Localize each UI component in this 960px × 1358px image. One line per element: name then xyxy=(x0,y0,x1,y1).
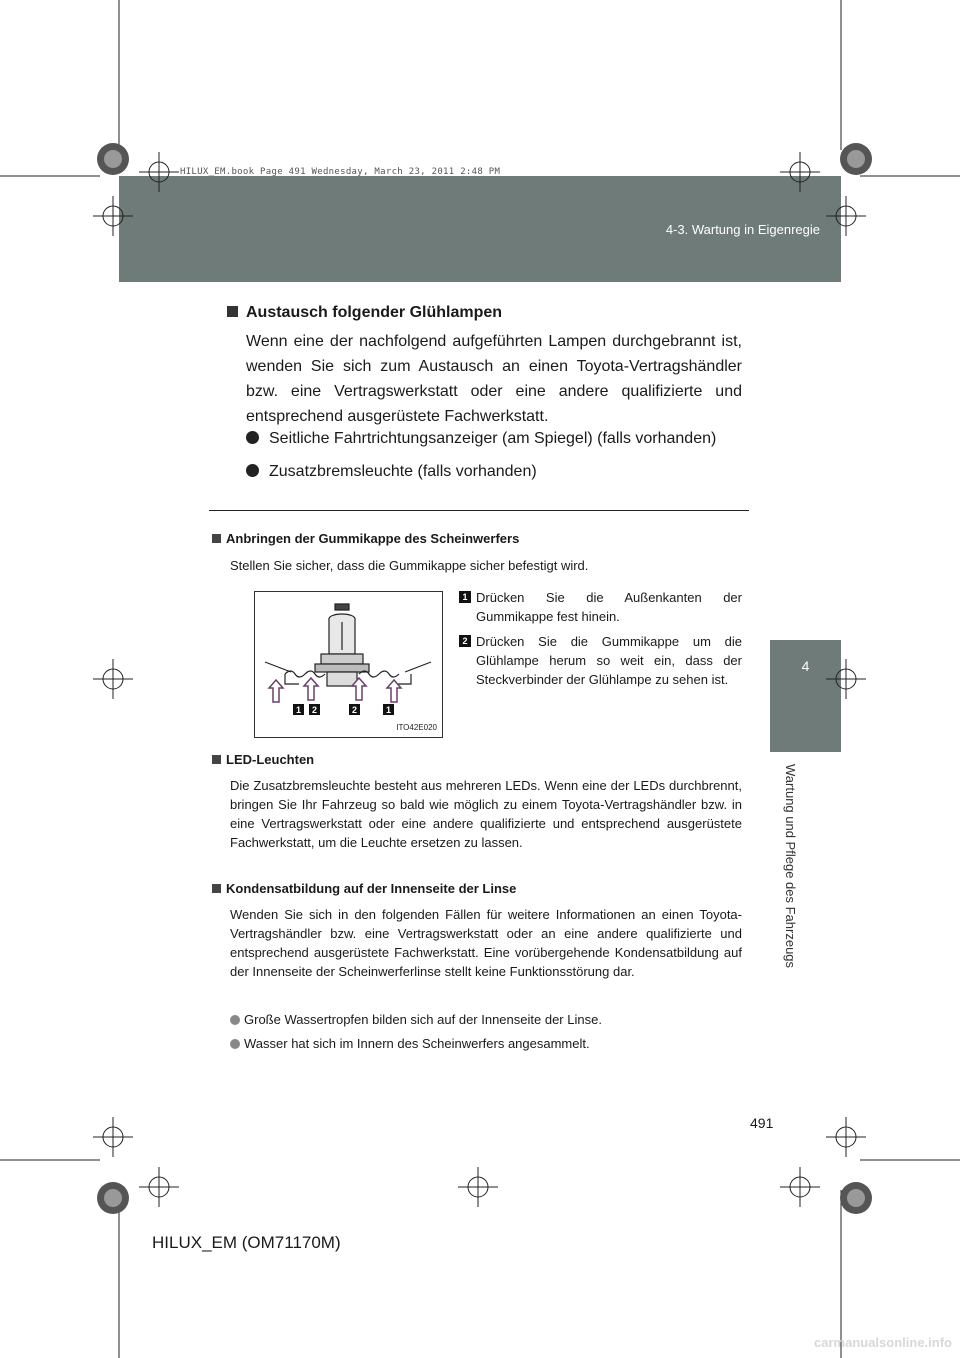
watermark: carmanualsonline.info xyxy=(814,1335,952,1350)
arrow-up-icon xyxy=(387,680,401,702)
replacement-item: Zusatzbremsleuchte (falls vorhanden) xyxy=(246,463,537,481)
square-bullet-icon xyxy=(212,884,221,893)
section-header: 4-3. Wartung in Eigenregie xyxy=(665,222,820,237)
step-2 xyxy=(459,632,742,689)
step-text: Drücken Sie die Außenkanten der Gummikappe fest hinein. xyxy=(476,590,742,624)
rubber-cap-body: Stellen Sie sicher, dass die Gummikappe sicher befestigt wird. xyxy=(230,558,589,573)
bulb-illustration xyxy=(265,604,431,686)
step-number: 2 xyxy=(459,635,471,647)
step-number: 1 xyxy=(459,591,471,603)
headlamp-bulb-figure xyxy=(254,591,443,738)
step-text: Drücken Sie die Gummikappe um die Glühlampe herum so weit ein, dass der Steckverbinder der Glühlampe zu sehen ist. xyxy=(476,634,742,687)
square-bullet-icon xyxy=(212,755,221,764)
section-divider xyxy=(209,510,749,511)
footer-model: HILUX_EM (OM71170M) xyxy=(152,1233,341,1252)
figure-callouts xyxy=(293,704,394,715)
bullet-dot-icon xyxy=(246,464,259,477)
callout-1: 1 xyxy=(295,705,302,715)
step-1 xyxy=(459,588,742,626)
bullet-dot-icon xyxy=(230,1015,240,1025)
replacement-body: Wenn eine der nachfolgend aufgeführten Lampen durchgebrannt ist, wenden Sie sich zum Austausch an einen Toyota-Vertragshändler bzw. eine Vertragswerkstatt oder eine andere qualifizierte und entsprechend ausgerüstete Fachwerkstatt. xyxy=(246,333,742,425)
condensation-item: Große Wassertropfen bilden sich auf der Innenseite der Linse. xyxy=(230,1010,742,1029)
arrow-up-icon xyxy=(304,678,318,700)
condensation-item: Wasser hat sich im Innern des Scheinwerfers angesammelt. xyxy=(230,1034,742,1053)
chapter-number: 4 xyxy=(801,658,810,674)
replacement-item: Seitliche Fahrtrichtungsanzeiger (am Spiegel) (falls vorhanden) xyxy=(246,430,716,448)
bullet-dot-icon xyxy=(230,1039,240,1049)
callout-2: 2 xyxy=(311,705,318,715)
rubber-cap-title: Anbringen der Gummikappe des Scheinwerfers xyxy=(212,531,519,546)
figure-code: ITO42E020 xyxy=(396,723,437,732)
replacement-title: Austausch folgender Glühlampen xyxy=(227,304,502,322)
page-number: 491 xyxy=(750,1115,774,1131)
bullet-dot-icon xyxy=(246,431,259,444)
chapter-title: Wartung und Pflege des Fahrzeugs xyxy=(783,764,798,969)
led-body: Die Zusatzbremsleuchte besteht aus mehreren LEDs. Wenn eine der LEDs durchbrennt, bringen Sie Ihr Fahrzeug so bald wie möglich zu einem Toyota-Vertragshändler bzw. in eine Vertragswerkstatt oder eine andere qualifizierte und entsprechend ausgerüstete Fachwerkstatt, um die Leuchte ersetzen zu lassen. xyxy=(230,778,742,850)
led-title: LED-Leuchten xyxy=(212,752,314,767)
print-stamp: HILUX_EM.book Page 491 Wednesday, March 23, 2011 2:48 PM xyxy=(180,167,501,177)
condensation-title: Kondensatbildung auf der Innenseite der Linse xyxy=(212,881,516,896)
condensation-body: Wenden Sie sich in den folgenden Fällen für weitere Informationen an einen Toyota-Vertragshändler bzw. eine Vertragswerkstatt oder an eine andere qualifizierte und entsprechend ausgerüstete Fachwerkstatt. Eine vorübergehende Kondensatbildung auf der Innenseite der Scheinwerferlinse stellt keine Funktionsstörung dar. xyxy=(230,907,742,979)
callout-2: 2 xyxy=(351,705,358,715)
square-bullet-icon xyxy=(212,534,221,543)
square-bullet-icon xyxy=(227,306,238,317)
callout-1: 1 xyxy=(385,705,392,715)
arrow-up-icon xyxy=(269,680,283,702)
